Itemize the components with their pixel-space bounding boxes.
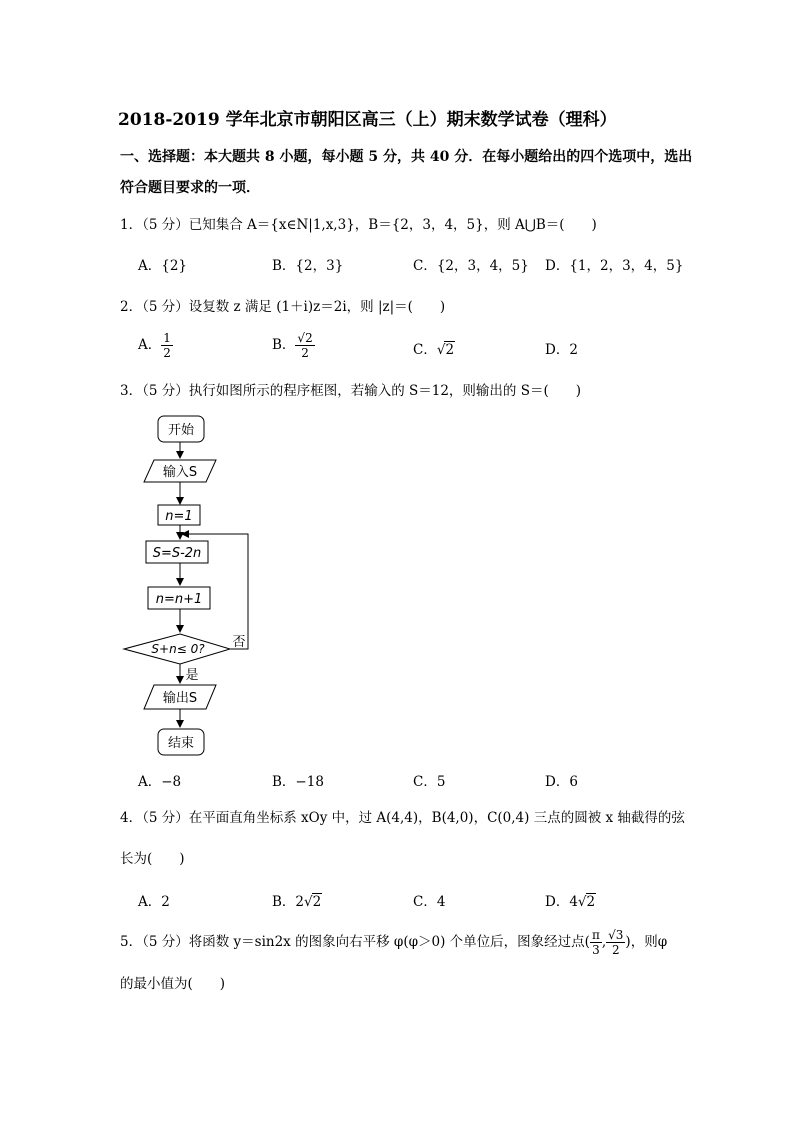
question-4-stem-line2: 长为( ) (120, 851, 185, 867)
q1-option-a: A．{2} (138, 258, 188, 274)
flow-start-label: 开始 (167, 423, 195, 438)
page-title: 2018-2019 学年北京市朝阳区高三（上）期末数学试卷（理科） (118, 110, 617, 130)
q3-option-c: C．5 (413, 774, 446, 790)
flow-no-label: 否 (232, 635, 246, 650)
question-3-stem: 3．（5 分）执行如图所示的程序框图，若输入的 S＝12，则输出的 S＝( ) (120, 383, 582, 399)
question-1-stem: 1．（5 分）已知集合 A＝{x∈N|1,x,3}，B＝{2，3，4，5}，则 A⋃B＝( ) (120, 217, 597, 233)
flow-condition-label: S+n≤ 0? (151, 642, 205, 656)
section-heading-line1: 一、选择题：本大题共 8 小题，每小题 5 分，共 40 分．在每小题给出的四个选项中，选出 (120, 149, 693, 165)
flow-input-label: 输入S (162, 465, 198, 480)
q4-option-d: D．4√2 (545, 894, 596, 910)
q4-option-b-label: B．2 (272, 894, 305, 910)
q3-option-b: B．−18 (272, 774, 324, 790)
q5-stem-part2: )，则φ (625, 934, 668, 950)
flow-output-label: 输出S (162, 691, 198, 706)
program-flowchart (118, 408, 268, 760)
q5-point-x: $\frac{\pi}{3}$ (591, 928, 600, 957)
flow-end-label: 结束 (167, 736, 195, 751)
q2-option-a-fraction: $\frac{1}{2}$ (163, 331, 171, 360)
q5-stem-part1: 5．（5 分）将函数 y＝sin2x 的图象向右平移 φ(φ＞0) 个单位后，图象经过点( (120, 934, 590, 950)
q3-option-d: D．6 (545, 774, 578, 790)
q2-option-c-label: C． (413, 342, 437, 358)
q2-option-a (138, 331, 173, 360)
q2-option-c: C．√2 (413, 342, 455, 358)
q1-option-c: C．{2，3，4，5} (413, 258, 529, 274)
q3-option-a: A．−8 (138, 774, 182, 790)
q4-option-a: A．2 (138, 894, 170, 910)
flow-yes-label: 是 (185, 668, 199, 683)
q2-option-b-fraction: $\frac{√2}{2}$ (297, 331, 313, 360)
q4-option-d-label: D．4 (545, 894, 578, 910)
flow-step2-label: n=n+1 (155, 592, 203, 607)
question-4-stem-line1: 4．（5 分）在平面直角坐标系 xOy 中，过 A(4,4)，B(4,0)，C(0,4) 三点的圆被 x 轴截得的弦 (120, 810, 685, 826)
q5-point-y: $\frac{√3}{2}$ (608, 928, 624, 957)
section-heading-line2: 符合题目要求的一项． (120, 180, 260, 196)
q2-option-b (272, 331, 315, 360)
flow-init-label: n=1 (165, 509, 193, 524)
question-5-stem-line1: 5．（5 分）将函数 y＝sin2x 的图象向右平移 φ(φ＞0) 个单位后，图象经过点( $\frac{\pi}{3}$ , $\frac{√3}{2}$ )，则φ (120, 928, 668, 957)
q1-option-b: B．{2，3} (272, 258, 344, 274)
q2-option-b-label: B． (272, 337, 296, 353)
q4-option-b: B．2√2 (272, 894, 322, 910)
flow-step1-label: S=S-2n (152, 546, 202, 561)
q1-option-d: D．{1，2，3，4，5} (545, 258, 684, 274)
question-5-stem-line2: 的最小值为( ) (120, 976, 226, 992)
q4-option-c: C．4 (413, 894, 446, 910)
q2-option-d: D．2 (545, 342, 578, 358)
q2-option-a-label: A． (138, 337, 162, 353)
question-2-stem: 2．（5 分）设复数 z 满足 (1＋i)z＝2i，则 |z|＝( ) (120, 299, 446, 315)
